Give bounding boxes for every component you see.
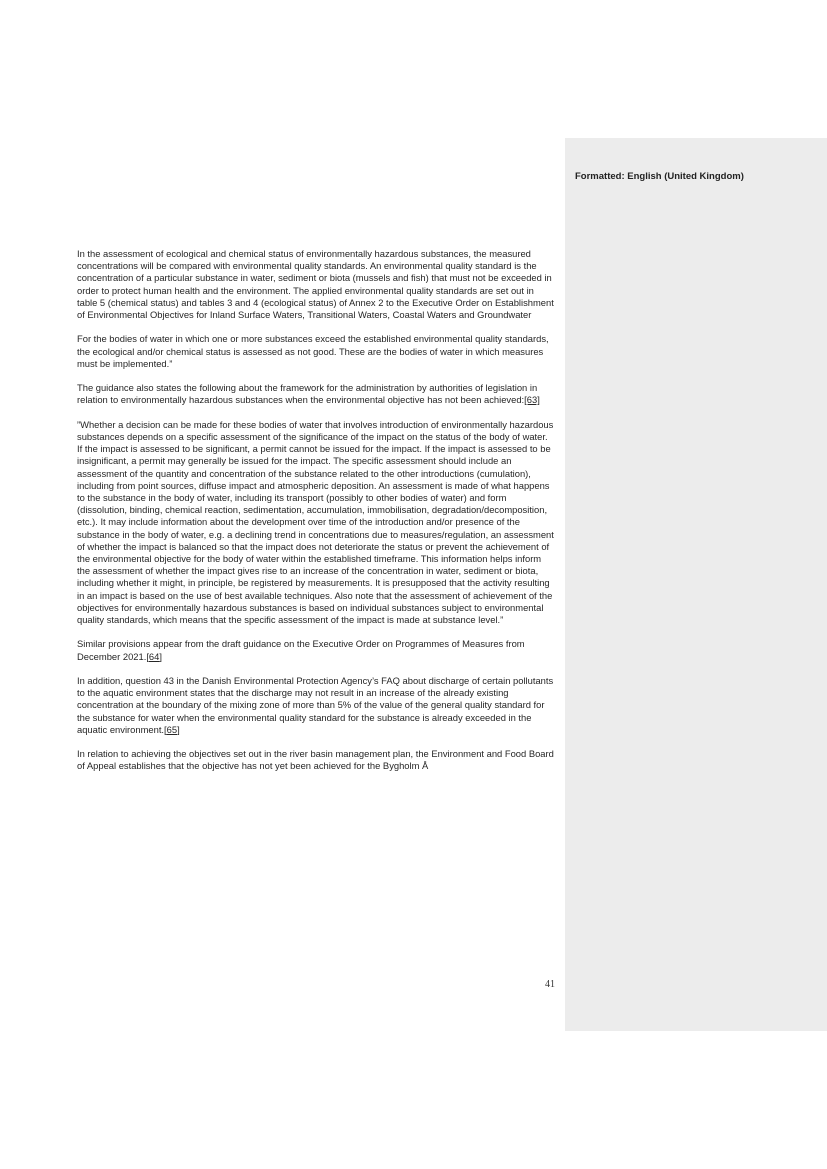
footnote-ref-64[interactable]: [64] (146, 650, 162, 662)
paragraph-text: The guidance also states the following about the framework for the administration by authorities of legislation in relation to environmentally hazardous substances when the environmental objective has not been achieved: (77, 382, 538, 406)
page-number: 41 (545, 979, 555, 990)
paragraph-eqs-definition (77, 248, 555, 321)
paragraph-text: In relation to achieving the objectives set out in the river basin management plan, the Environment and Food Board of Appeal establishes that the objective has not yet been achieved for the Bygholm Å (77, 748, 554, 772)
comment-format-label: Formatted: English (United Kingdom) (575, 171, 744, 182)
paragraph-guidance-framework (77, 382, 555, 406)
comment-pane (565, 138, 827, 1031)
footnote-ref-65[interactable]: [65] (164, 723, 180, 735)
paragraph-draft-guidance (77, 638, 555, 662)
document-body (77, 248, 555, 785)
paragraph-text: ”Whether a decision can be made for these bodies of water that involves introduction of environmentally hazardous substances depends on a specific assessment of the significance of the impact on the status of the body of water. If the impact is assessed to be significant, a permit cannot be issued for the impact. If the impact is assessed to be insignificant, a permit may generally be issued for the impact. The specific assessment should include an assessment of the quantity and concentration of the substance related to the other introductions (cumulation), including from point sources, diffuse impact and atmospheric deposition. An assessment is made of what happens to the substance in the body of water, including its transport (possibly to other bodies of water) and form (dissolution, binding, chemical reaction, sedimentation, accumulation, immobilisation, degradation/decomposition, etc.). It may include information about the development over time of the introduction and/or presence of the substance in the body of water, e.g. a declining trend in concentrations due to measures/regulation, an assessment of whether the impact is balanced so that the impact does not deteriorate the status or prevent the achievement of the environmental objective for the body of water within the established timeframe. This information helps inform the assessment of whether the impact gives rise to an increase of the concentration in water, sediment or biota, including whether it might, in principle, be registered by measurements. It is presupposed that the activity resulting in an impact is based on the use of best available techniques. Also note that the assessment of achievement of the objectives for environmentally hazardous substances is based on individual substances subject to environmental quality standards, which means that the specific assessment of the impact is made at substance level.” (77, 418, 554, 626)
paragraph-text: Similar provisions appear from the draft guidance on the Executive Order on Programmes of Measures from December 2021. (77, 638, 525, 662)
paragraph-faq-question-43 (77, 675, 555, 736)
footnote-ref-63[interactable]: [63] (524, 394, 540, 406)
paragraph-quoted-assessment (77, 419, 555, 626)
paragraph-text: For the bodies of water in which one or more substances exceed the established environmental quality standards, the ecological and/or chemical status is assessed as not good. These are the bodies of water in which measures must be implemented.” (77, 333, 549, 369)
paragraph-river-basin-objectives (77, 748, 555, 772)
paragraph-exceeded-standards (77, 333, 555, 370)
paragraph-text: In the assessment of ecological and chemical status of environmentally hazardous substances, the measured concentrations will be compared with environmental quality standards. An environmental quality standard is the concentration of a particular substance in water, sediment or biota (mussels and fish) that must not be exceeded in order to protect human health and the environment. The applied environmental quality standards are set out in table 5 (chemical status) and tables 3 and 4 (ecological status) of Annex 2 to the Executive Order on Establishment of Environmental Objectives for Inland Surface Waters, Transitional Waters, Coastal Waters and Groundwater (77, 248, 554, 321)
paragraph-text: In addition, question 43 in the Danish Environmental Protection Agency’s FAQ about discharge of certain pollutants to the aquatic environment states that the discharge may not result in an increase of the already existing concentration at the boundary of the mixing zone of more than 5% of the value of the general quality standard for the substance for water when the environmental quality standard for the substance is already exceeded in the aquatic environment. (77, 675, 554, 735)
